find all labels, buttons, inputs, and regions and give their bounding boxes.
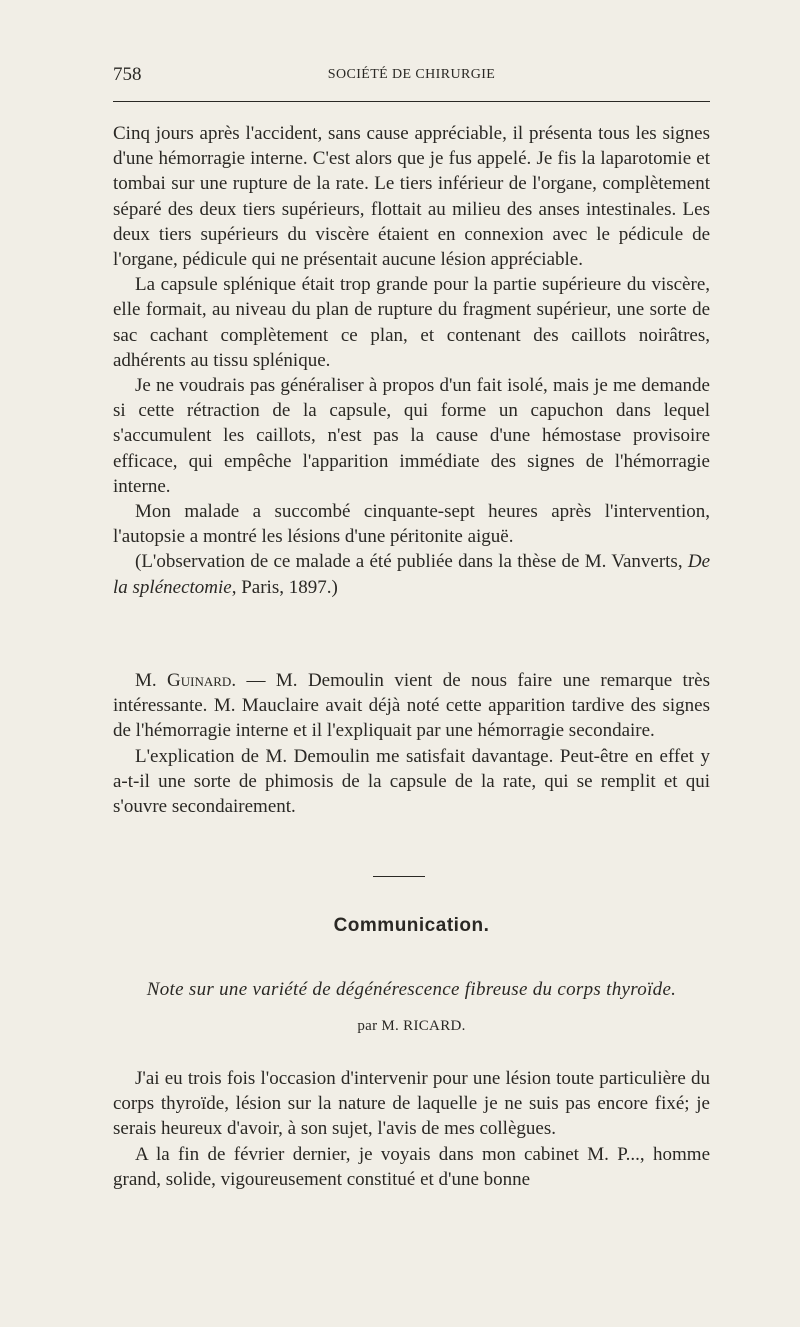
- paragraph: [113, 668, 710, 744]
- paragraph: Mon malade a succombé cinquante-sept heures après l'intervention, l'autopsie a montré les lésions d'une péritonite aiguë.: [113, 501, 710, 548]
- article-title: Note sur une variété de dégénérescence fibreuse du corps thyroïde.: [146, 979, 677, 1000]
- paragraph: A la fin de février dernier, je voyais dans mon cabinet M. P..., homme grand, solide, vigoureusement constitué et d'une bonne: [113, 1143, 710, 1190]
- section-separator: [373, 876, 425, 877]
- paragraph: La capsule splénique était trop grande pour la partie supérieure du viscère, elle formait, au niveau du plan de rupture du fragment supérieur, une sorte de sac cachant complètement ce plan, et contenant des caillots noirâtres, adhérents au tissu splénique.: [113, 274, 710, 371]
- running-title: SOCIÉTÉ DE CHIRURGIE: [327, 67, 496, 82]
- section-heading: Communication.: [333, 915, 490, 936]
- discussion-block-demoulin: [113, 121, 710, 600]
- paragraph-text: — M. Demoulin vient de nous faire une remarque très intéressante. M. Mauclaire avait déjà noté cette apparition tardive des signes de l'hémorragie interne et il l'expliquait par une hémorragie secondaire.: [113, 670, 710, 742]
- paragraph: L'explication de M. Demoulin me satisfait davantage. Peut-être en effet y a-t-il une sorte de phimosis de la capsule de la rate, qui se remplit et qui s'ouvre secondairement.: [113, 745, 710, 818]
- citation-title: De la splénectomie: [113, 551, 710, 598]
- paragraph: Je ne voudrais pas généraliser à propos d'un fait isolé, mais je me demande si cette rétraction de la capsule, qui forme un capuchon dans lequel s'accumulent les caillots, n'est pas la cause d'une hémostase provisoire efficace, qui empêche l'apparition immédiate des signes de l'hémorragie interne.: [113, 375, 710, 497]
- byline: par M. RICARD.: [357, 1018, 466, 1034]
- paragraph-citation: [113, 549, 710, 599]
- paragraph: Cinq jours après l'accident, sans cause appréciable, il présenta tous les signes d'une hémorragie interne. C'est alors que je fus appelé. Je fis la laparotomie et tombai sur une rupture de la rate. Le tiers inférieur de l'organe, complètement séparé des deux tiers supérieurs, flottait au milieu des anses intestinales. Les deux tiers supérieurs du viscère étaient en connexion avec le pédicule de l'organe, pédicule qui ne présentait aucune lésion appréciable.: [113, 123, 710, 271]
- page-header: [113, 64, 710, 90]
- citation-text-end: , Paris, 1897.): [231, 576, 338, 598]
- paragraph: J'ai eu trois fois l'occasion d'intervenir pour une lésion toute particulière du corps thyroïde, lésion sur la nature de laquelle je ne suis pas encore fixé; je serais heureux d'avoir, à son sujet, l'avis de mes collègues.: [113, 1068, 710, 1140]
- communication-body: [113, 1066, 710, 1192]
- speaker-name: M. Guinard.: [135, 670, 237, 691]
- discussion-block-guinard: [113, 668, 710, 819]
- citation-text: (L'observation de ce malade a été publiée dans la thèse de M. Vanverts,: [135, 551, 688, 573]
- page-number: 758: [113, 64, 142, 85]
- header-rule: [113, 101, 710, 102]
